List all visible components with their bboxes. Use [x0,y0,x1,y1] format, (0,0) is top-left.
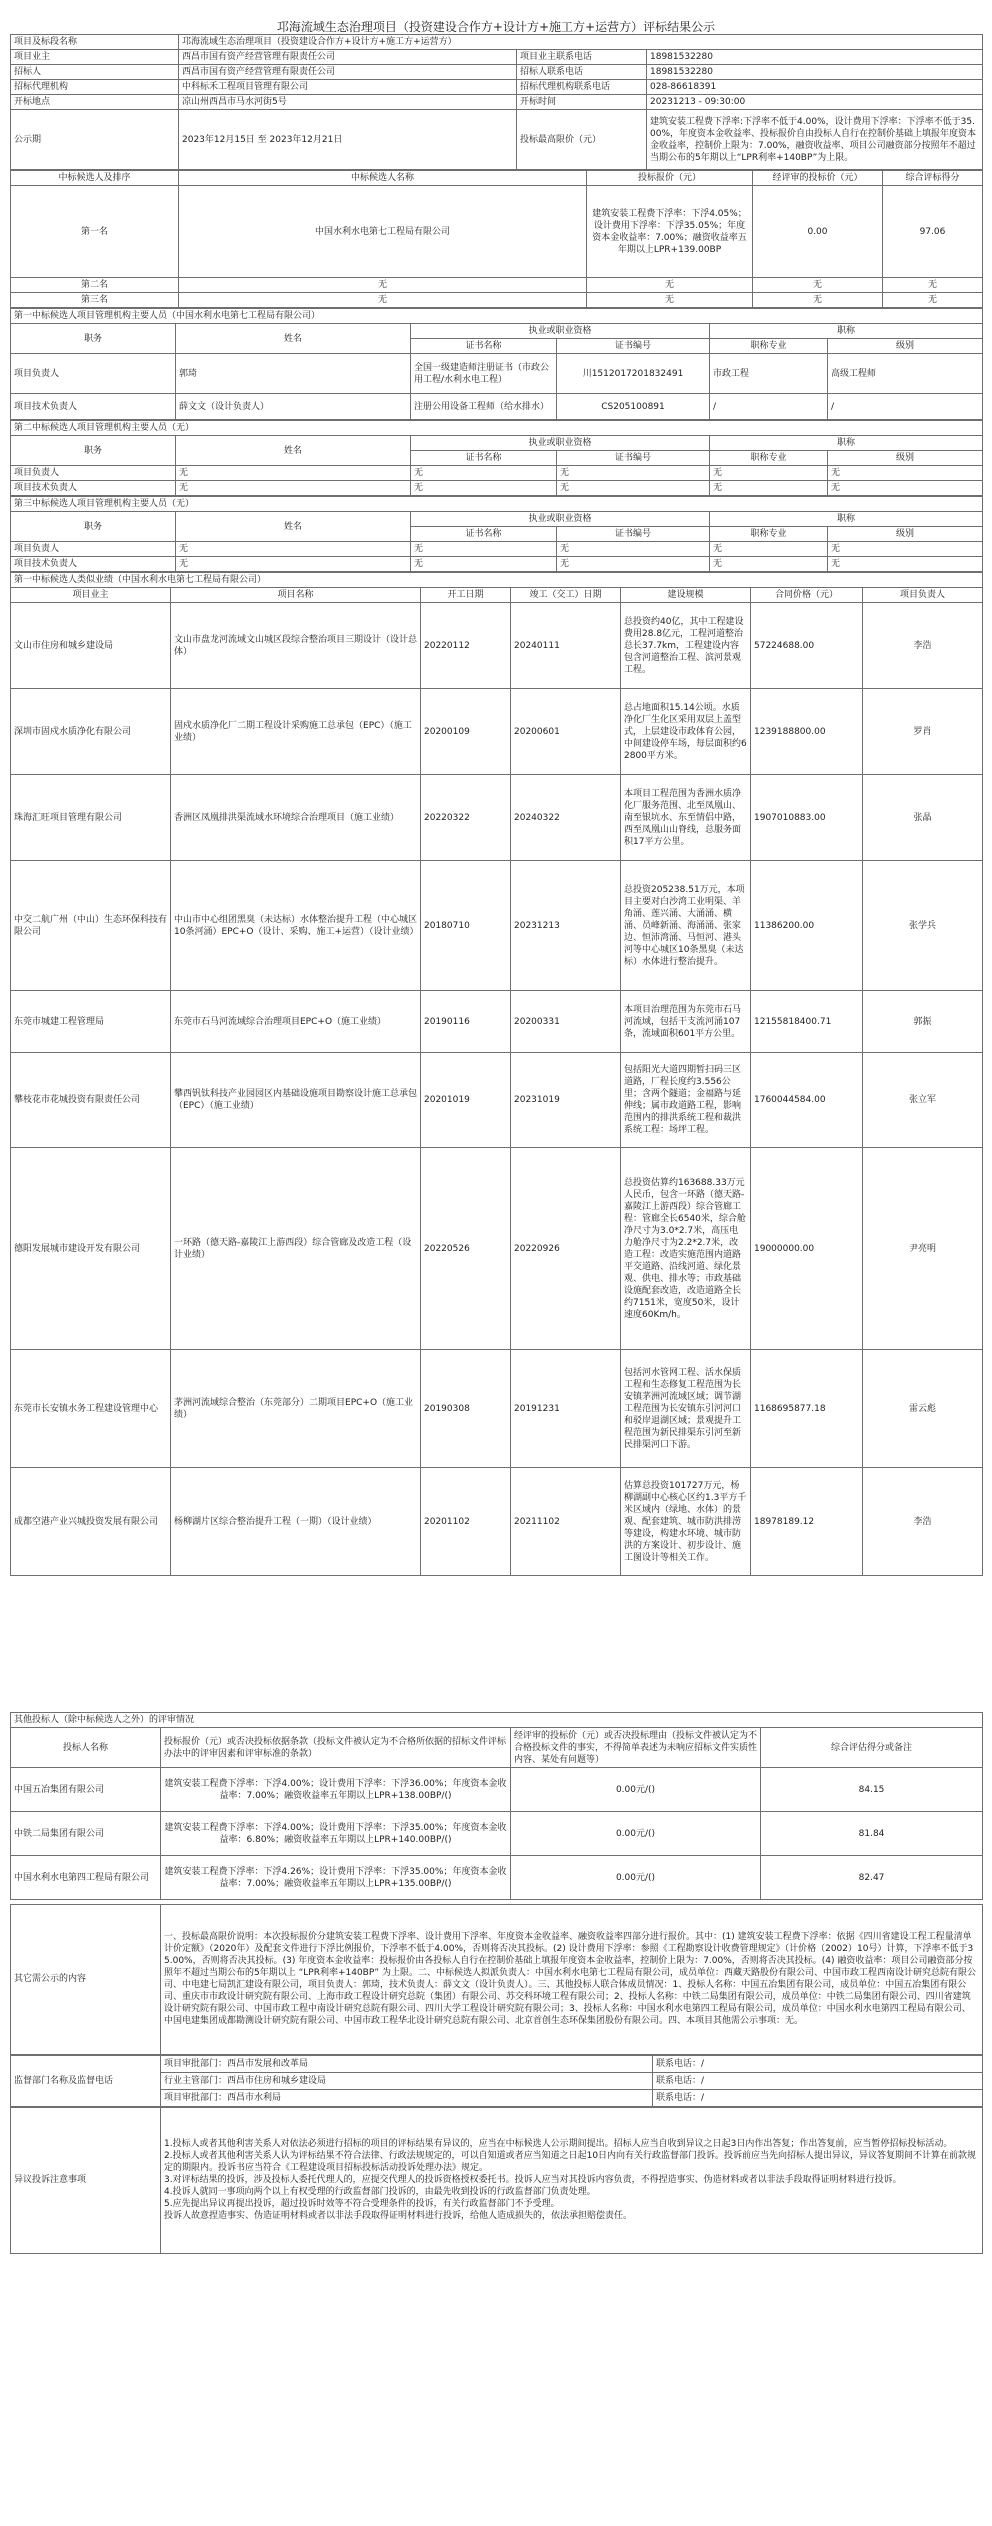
staff3-h-level: 级别 [828,527,983,542]
perf-end: 20211102 [511,1468,621,1576]
time-value: 20231213 - 09:30:00 [647,95,983,110]
owner-label: 项目业主 [11,50,179,65]
perf-pm: 李浩 [863,1468,983,1576]
perf-owner: 深圳市固戍水质净化有限公司 [11,689,171,775]
others-reviewed: 0.00元/() [511,1768,761,1812]
staff-major: 无 [710,466,828,481]
perf-start: 20200109 [421,689,511,775]
tenderer-value: 西昌市国有资产经营管理有限责任公司 [179,65,517,80]
perf-scale: 包括阳光大道四期暂扫码三区道路，厂程长度约3.556公里；含两个隧道；金福路与延伸线；属市政道路工程，影响范围内的排洪系统工程和裁洪系统工程：场坪工程。 [621,1053,751,1148]
objection-item: 4.投诉人就同一事项向两个以上有权受理的行政监督部门投诉的，由最先收到投诉的行政监督部门负责处理。 [164,2187,596,2197]
perf-name: 东莞市石马河流域综合治理项目EPC+O（施工业绩） [171,991,421,1053]
candidate-rank: 第二名 [11,278,179,293]
perf-price: 11386200.00 [751,861,863,991]
candidate-name: 无 [179,293,587,308]
agency-phone-value: 028-86618391 [647,80,983,95]
objection-text [161,2107,983,2253]
others-header: 经评审的投标价（元）或否决投标理由（投标文件被认定为不合格投标文件的事实，不得简单表述为未响应招标文件实质性内容、某处有问题等） [511,1728,761,1768]
tenderer-contact-label: 招标人联系电话 [517,65,647,80]
perf-pm: 郭振 [863,991,983,1053]
staff3-h-major: 职称专业 [710,527,828,542]
staff3-h-qual: 执业或职业资格 [411,512,710,527]
perf-owner: 文山市住房和城乡建设局 [11,603,171,689]
others-row [11,1812,983,1856]
supervision-dept: 项目审批部门：西昌市发展和改革局 [161,2055,653,2072]
perf-price: 1907010883.00 [751,775,863,861]
others-row [11,1768,983,1812]
others-header: 投标报价（元）或否决投标依据条款（投标文件被认定为不合格所依据的招标文件评标办法中的评审因素和评审标准的条款） [161,1728,511,1768]
others-basis: 建筑安装工程费下浮率：下浮4.00%；设计费用下浮率：下浮36.00%；年度资本金收益率：7.00%；融资收益率五年期以上LPR+138.00BP/() [161,1768,511,1812]
perf-title: 第一中标候选人类似业绩（中国水利水电第七工程局有限公司） [11,573,983,588]
staff2-h-name: 姓名 [176,436,411,466]
perf-end: 20240322 [511,775,621,861]
staff3-h-name: 姓名 [176,512,411,542]
staff-level: 无 [828,557,983,572]
candidate-row [11,186,983,278]
perf-price: 12155818400.71 [751,991,863,1053]
perf-owner: 中交二航广州（中山）生态环保科技有限公司 [11,861,171,991]
perf-start: 20180710 [421,861,511,991]
perf-pm: 李浩 [863,603,983,689]
candidates-header: 综合评标得分 [883,171,983,186]
candidate-row [11,278,983,293]
staff1-h-duty: 职务 [11,324,176,354]
owner-phone-value: 18981532280 [647,50,983,65]
perf-name: 杨柳湖片区综合整治提升工程（一期）（设计业绩） [171,1468,421,1576]
staff-duty: 项目技术负责人 [11,557,176,572]
others-score: 81.84 [761,1812,983,1856]
perf-start: 20190116 [421,991,511,1053]
supervision-label: 监督部门名称及监督电话 [11,2055,161,2106]
perf-scale: 本项目工程范围为香洲水质净化厂服务范围、北至凤凰山、南至银坑水、东至情侣中路，西至凤凰山山脊线，总服务面积17平方公里。 [621,775,751,861]
perf-price: 19000000.00 [751,1148,863,1350]
staff-level: / [828,394,983,420]
perf-scale: 总投资205238.51万元，本项目主要对白沙湾工业明渠、羊角涌、莲兴涌、大涌涌、横涌、员峰新涌、海涌涌、张家边、恒沛湾涌、马恒河、港头河等中心城区10条黑臭（未达标）水体进行整治提升。 [621,861,751,991]
staff-cert-no: 无 [557,557,710,572]
page-title: 邛海流域生态治理项目（投资建设合作方+设计方+施工方+运营方）评标结果公示 [276,20,716,34]
staff2-row [11,466,983,481]
project-value: 邛海流域生态治理项目（投资建设合作方+设计方+施工方+运营方） [179,35,983,50]
page [10,0,982,2221]
objection-item: 5.应先提出异议再提出投诉，超过投诉时效等不符合受理条件的投诉，有关行政监督部门不予受理。 [164,2199,560,2209]
staff-major: / [710,394,828,420]
perf-end: 20220926 [511,1148,621,1350]
candidate-rank: 第一名 [11,186,179,278]
period-value: 2023年12月15日 至 2023年12月21日 [179,110,517,170]
perf-end: 20191231 [511,1350,621,1468]
objection-item: 2.投标人或者其他利害关系人认为评标结果不符合法律、行政法规规定的，可以自知道或者应当知道之日起10日内向有关行政监督部门投诉。投诉前应当先向招标人提出异议，异议答复期间不计算在前款规定的期限内。投诉书应当符合《工程建设项目招标投标活动投诉处理办法》规定。 [164,2151,977,2173]
staff-major: 无 [710,481,828,496]
perf-row [11,775,983,861]
objection-table [10,2107,983,2254]
perf-name: 固戍水质净化厂二期工程设计采购施工总承包（EPC）（施工业绩） [171,689,421,775]
perf-owner: 珠海汇旺项目管理有限公司 [11,775,171,861]
candidate-rank: 第三名 [11,293,179,308]
candidates-header: 中标候选人名称 [179,171,587,186]
perf-start: 20220526 [421,1148,511,1350]
staff-duty: 项目负责人 [11,354,176,394]
perf-end: 20231019 [511,1053,621,1148]
staff2-h-major: 职称专业 [710,451,828,466]
supervision-dept: 项目审批部门：西昌市水利局 [161,2089,653,2106]
staff2-h-cert-name: 证书名称 [411,451,557,466]
staff-cert-no: CS205100891 [557,394,710,420]
perf-price: 57224688.00 [751,603,863,689]
staff-cert-no: 无 [557,466,710,481]
perf-owner: 攀枝花市花城投资有限责任公司 [11,1053,171,1148]
candidates-header: 经评审的投标价（元） [753,171,883,186]
perf-name: 中山市中心组团黑臭（未达标）水体整治提升工程（中心城区10条河涌）EPC+O（设计、采购、施工+运营）（设计业绩） [171,861,421,991]
perf-pm: 尹亮明 [863,1148,983,1350]
perf-scale: 包括河水管网工程、活水保质工程和生态修复工程范围为长安镇茅洲河流域区域；调节湖工程范围为长安镇东引河河口和驳岸退湖区域；景观提升工程范围为新民排渠东引河至新民排渠河口下游。 [621,1350,751,1468]
perf-header: 项目负责人 [863,588,983,603]
staff1-h-level: 级别 [828,339,983,354]
staff-name: 无 [176,557,411,572]
perf-header: 合同价格（元） [751,588,863,603]
time-label: 开标时间 [517,95,647,110]
candidate-score: 无 [883,293,983,308]
perf-start: 20220112 [421,603,511,689]
perf-name: 香洲区凤凰排洪渠流域水环境综合治理项目（施工业绩） [171,775,421,861]
staff-cert-no: 无 [557,481,710,496]
staff-cert-no: 川1512017201832491 [557,354,710,394]
perf-price: 18978189.12 [751,1468,863,1576]
staff2-h-cert-no: 证书编号 [557,451,710,466]
others-name: 中国五冶集团有限公司 [11,1768,161,1812]
perf-scale: 总投资约40亿，其中工程建设费用28.8亿元，工程河道整治总长37.7km，工程建设内容包含河道整治工程、滨河景观工程。 [621,603,751,689]
second-block [10,1712,983,2254]
other-content-label: 其它需公示的内容 [11,1904,161,2054]
perf-price: 1760044584.00 [751,1053,863,1148]
perf-row [11,1053,983,1148]
perf-row [11,861,983,991]
staff1-h-name: 姓名 [176,324,411,354]
staff3-h-title: 职称 [710,512,983,527]
perf-start: 20220322 [421,775,511,861]
staff-name: 郭琦 [176,354,411,394]
perf-header: 项目名称 [171,588,421,603]
perf-header: 竣工（交工）日期 [511,588,621,603]
objection-label: 异议投诉注意事项 [11,2107,161,2253]
objection-item: 3.对评标结果的投诉，涉及投标人委托代理人的，应提交代理人的投诉资格授权委托书。投诉人应当对其投诉内容负责，不得捏造事实、伪造材料或者以非法手段取得证明材料进行投诉。 [164,2175,902,2185]
perf-owner: 成都空港产业兴城投资发展有限公司 [11,1468,171,1576]
site-value: 凉山州西昌市马水河街5号 [179,95,517,110]
tenderer-contact-value: 18981532280 [647,65,983,80]
owner-value: 西昌市国有资产经营管理有限责任公司 [179,50,517,65]
staff-name: 无 [176,466,411,481]
supervision-phone: 联系电话：/ [653,2089,983,2106]
perf-scale: 估算总投资101727万元，杨柳湖副中心核心区约1.3平方千米区域内（绿地、水体）的景观、配套建筑、城市防洪排涝等建设，构建水环境、城市防洪的方案设计、初步设计、施工图设计等相关工作。 [621,1468,751,1576]
perf-header: 项目业主 [11,588,171,603]
staff1-title: 第一中标候选人项目管理机构主要人员（中国水利水电第七工程局有限公司） [11,309,983,324]
staff-table-3 [10,496,983,572]
perf-name: 茅洲河流域综合整治（东莞部分）二期项目EPC+O（施工业绩） [171,1350,421,1468]
candidate-score: 无 [883,278,983,293]
perf-pm: 罗肖 [863,689,983,775]
staff-level: 无 [828,466,983,481]
staff-name: 薛文文（设计负责人） [176,394,411,420]
perf-pm: 雷云彪 [863,1350,983,1468]
staff1-h-title: 职称 [710,324,983,339]
staff1-h-qual: 执业或职业资格 [411,324,710,339]
other-content-table [10,1904,983,2055]
perf-owner: 东莞市城建工程管理局 [11,991,171,1053]
agency-label: 招标代理机构 [11,80,179,95]
project-label: 项目及标段名称 [11,35,179,50]
others-title: 其他投标人（除中标候选人之外）的评审情况 [11,1713,983,1728]
staff-name: 无 [176,481,411,496]
supervision-table [10,2055,983,2107]
others-name: 中铁二局集团有限公司 [11,1812,161,1856]
others-reviewed: 0.00元/() [511,1812,761,1856]
perf-end: 20231213 [511,861,621,991]
staff-cert-name: 全国一级建造师注册证书（市政公用工程/水利水电工程） [411,354,557,394]
staff1-row [11,354,983,394]
staff-table-1 [10,308,983,420]
staff3-row [11,542,983,557]
perf-start: 20190308 [421,1350,511,1468]
owner-phone-label: 项目业主联系电话 [517,50,647,65]
staff3-row [11,557,983,572]
staff-level: 无 [828,481,983,496]
perf-name: 文山市盘龙河流域文山城区段综合整治项目三期设计（设计总体） [171,603,421,689]
others-score: 82.47 [761,1856,983,1900]
candidate-score: 97.06 [883,186,983,278]
cap-value: 建筑安装工程费下浮率:下浮率不低于4.00%，设计费用下浮率：下浮率不低于35.00%，年度资本金收益率、投标报价自由投标人自行在控制价基础上填报年度资本金收益率，控制价上限为：7.00%，融资收益率、项目公司融资部分按照年不超过当期公布的5年期以上“LPR利率+140BP”为上限。 [647,110,983,170]
perf-price: 1168695877.18 [751,1350,863,1468]
objection-item: 投诉人故意捏造事实、伪造证明材料或者以非法手段取得证明材料进行投诉，给他人造成损失的，依法承担赔偿责任。 [164,2211,633,2221]
objection-item: 1.投标人或者其他利害关系人对依法必须进行招标的项目的评标结果有异议的，应当在中标候选人公示期间提出。招标人应当自收到异议之日起3日内作出答复；作出答复前，应当暂停招标投标活动。 [164,2139,953,2149]
candidate-reviewed: 0.00 [753,186,883,278]
staff-level: 高级工程师 [828,354,983,394]
perf-pm: 张晶 [863,775,983,861]
basic-info-table [10,34,983,170]
agency-phone-label: 招标代理机构联系电话 [517,80,647,95]
perf-row [11,1148,983,1350]
agency-value: 中科标禾工程项目管理有限公司 [179,80,517,95]
perf-name: 一环路（德天路-嘉陵江上游西段）综合管廊及改造工程（设计业绩） [171,1148,421,1350]
perf-row [11,991,983,1053]
others-row [11,1856,983,1900]
perf-owner: 东莞市长安镇水务工程建设管理中心 [11,1350,171,1468]
staff1-h-major: 职称专业 [710,339,828,354]
candidate-price: 无 [587,293,753,308]
others-header: 综合评估得分或备注 [761,1728,983,1768]
perf-price: 1239188800.00 [751,689,863,775]
staff-duty: 项目负责人 [11,466,176,481]
perf-row [11,1350,983,1468]
candidate-name: 无 [179,278,587,293]
performance-table [10,572,983,1576]
other-content-text: 一、投标最高限价说明：本次投标报价分建筑安装工程费下浮率、设计费用下浮率、年度资本金收益率、融资收益率四部分进行报价。其中：(1) 建筑安装工程费下浮率：依据《四川省建设工程工程量清单计价定额》（2020年）及配套文件进行下浮比例报价，下浮率不低于4.00%，否则将否决其投标。(2) 设计费用下浮率：参照《工程勘察设计收费管理规定》（计价格（2002）10号）计算，下浮率不低于35.00%，否则将否决其投标。(3) 年度资本金收益率：投标报价由各投标人自行在控制价基础上填报年度资本金收益率，控制价上限为：7.00%，否则将否决其投标。(4) 融资收益率：项目公司融资部分按照年不超过当期公布的5年期以上 “LPR利率+140BP” 为上限。二、中标候选人拟派负责人：中国水利水电第七工程局有限公司，成员单位：西藏天路股份有限公司、中国市政工程西南设计研究总院有限公司、中电建七局凯汇建设有限公司，项目负责人：郭琦，技术负责人：薛文文（设计负责人）。三、其他投标人联合体成员情况：1、投标人名称：中国五冶集团有限公司，成员单位：中国五冶集团有限公司、重庆市市政设计研究院有限公司、上海市政工程设计研究总院（集团）有限公司、苏交科环境工程有限公司；2、投标人名称：中铁二局集团有限公司，成员单位：中铁二局集团有限公司、四川省建筑设计研究院有限公司、中国市政工程中南设计研究总院有限公司、四川大学工程设计研究院有限公司；3、投标人名称：中国水利水电第四工程局有限公司，成员单位：中国水利水电第四工程局有限公司、中国电建集团成都勘测设计研究院有限公司、中国市政工程华北设计研究总院有限公司、北京首创生态环保集团股份有限公司。四、本项目其他需公示事项：无。 [161,1904,983,2054]
perf-header: 开工日期 [421,588,511,603]
tenderer-label: 招标人 [11,65,179,80]
supervision-phone: 联系电话：/ [653,2055,983,2072]
staff1-h-cert-name: 证书名称 [411,339,557,354]
period-label: 公示期 [11,110,179,170]
perf-end: 20200601 [511,689,621,775]
staff-duty: 项目负责人 [11,542,176,557]
staff-table-2 [10,420,983,496]
perf-start: 20201019 [421,1053,511,1148]
candidate-row [11,293,983,308]
perf-name: 攀西钒钛科技产业园园区内基础设施项目勘察设计施工总承包（EPC）（施工业绩） [171,1053,421,1148]
perf-scale: 总投资估算约163688.33万元人民币，包含一环路（德天路-嘉陵江上游西段）综合管廊工程：管廊全长6540米，综合舱净尺寸为3.0*2.7米，高压电力舱净尺寸为2.2*2.7米，改造工程：改造实施范围内道路平交道路、沿线河道、绿化景观、供电、排水等；市政基础设施配套改造，改造道路全长约7151米，宽度50米，设计速度60Km/h。 [621,1148,751,1350]
staff-cert-name: 无 [411,542,557,557]
candidate-reviewed: 无 [753,293,883,308]
perf-start: 20201102 [421,1468,511,1576]
staff-major: 无 [710,557,828,572]
staff-duty: 项目技术负责人 [11,481,176,496]
staff-cert-name: 无 [411,557,557,572]
candidate-name: 中国水利水电第七工程局有限公司 [179,186,587,278]
staff1-row [11,394,983,420]
staff-level: 无 [828,542,983,557]
staff2-row [11,481,983,496]
perf-pm: 张学兵 [863,861,983,991]
cap-label: 投标最高限价（元） [517,110,647,170]
others-name: 中国水利水电第四工程局有限公司 [11,1856,161,1900]
staff3-title: 第三中标候选人项目管理机构主要人员（无） [11,497,983,512]
supervision-dept: 行业主管部门：西昌市住房和城乡建设局 [161,2072,653,2089]
candidate-price: 无 [587,278,753,293]
staff-cert-no: 无 [557,542,710,557]
staff2-h-level: 级别 [828,451,983,466]
staff3-h-cert-no: 证书编号 [557,527,710,542]
staff2-h-title: 职称 [710,436,983,451]
perf-owner: 德阳发展城市建设开发有限公司 [11,1148,171,1350]
supervision-phone: 联系电话：/ [653,2072,983,2089]
candidates-header: 投标报价（元） [587,171,753,186]
staff-name: 无 [176,542,411,557]
others-header: 投标人名称 [11,1728,161,1768]
perf-scale: 本项目治理范围为东莞市石马河流域，包括干支流河涌107条，流域面积601平方公里。 [621,991,751,1053]
candidate-price: 建筑安装工程费下浮率：下浮4.05%；设计费用下浮率：下浮35.05%；年度资本金收益率：7.00%；融资收益率五年期以上LPR+139.00BP [587,186,753,278]
others-score: 84.15 [761,1768,983,1812]
others-reviewed: 0.00元/() [511,1856,761,1900]
perf-end: 20240111 [511,603,621,689]
others-basis: 建筑安装工程费下浮率：下浮4.00%；设计费用下浮率：下浮35.00%；年度资本金收益率：6.80%；融资收益率五年期以上LPR+140.00BP/() [161,1812,511,1856]
staff2-title: 第二中标候选人项目管理机构主要人员（无） [11,421,983,436]
candidates-header: 中标候选人及排序 [11,171,179,186]
staff3-h-duty: 职务 [11,512,176,542]
staff1-h-cert-no: 证书编号 [557,339,710,354]
staff-major: 市政工程 [710,354,828,394]
candidate-reviewed: 无 [753,278,883,293]
staff-major: 无 [710,542,828,557]
perf-row [11,603,983,689]
perf-row [11,689,983,775]
perf-pm: 张立军 [863,1053,983,1148]
others-basis: 建筑安装工程费下浮率：下浮4.26%；设计费用下浮率：下浮35.00%；年度资本金收益率：7.00%；融资收益率五年期以上LPR+135.00BP/() [161,1856,511,1900]
staff-cert-name: 注册公用设备工程师（给水排水） [411,394,557,420]
perf-end: 20200331 [511,991,621,1053]
other-bidders-table [10,1712,983,1904]
staff2-h-duty: 职务 [11,436,176,466]
staff3-h-cert-name: 证书名称 [411,527,557,542]
candidates-table [10,170,983,308]
staff2-h-qual: 执业或职业资格 [411,436,710,451]
site-label: 开标地点 [11,95,179,110]
perf-row [11,1468,983,1576]
staff-cert-name: 无 [411,466,557,481]
staff-duty: 项目技术负责人 [11,394,176,420]
staff-cert-name: 无 [411,481,557,496]
perf-scale: 总占地面积15.14公顷。水质净化厂生化区采用双层上盖型式，上层建设市政体育公园，中间建设停车场，每层面积约62800平方米。 [621,689,751,775]
perf-header: 建设规模 [621,588,751,603]
